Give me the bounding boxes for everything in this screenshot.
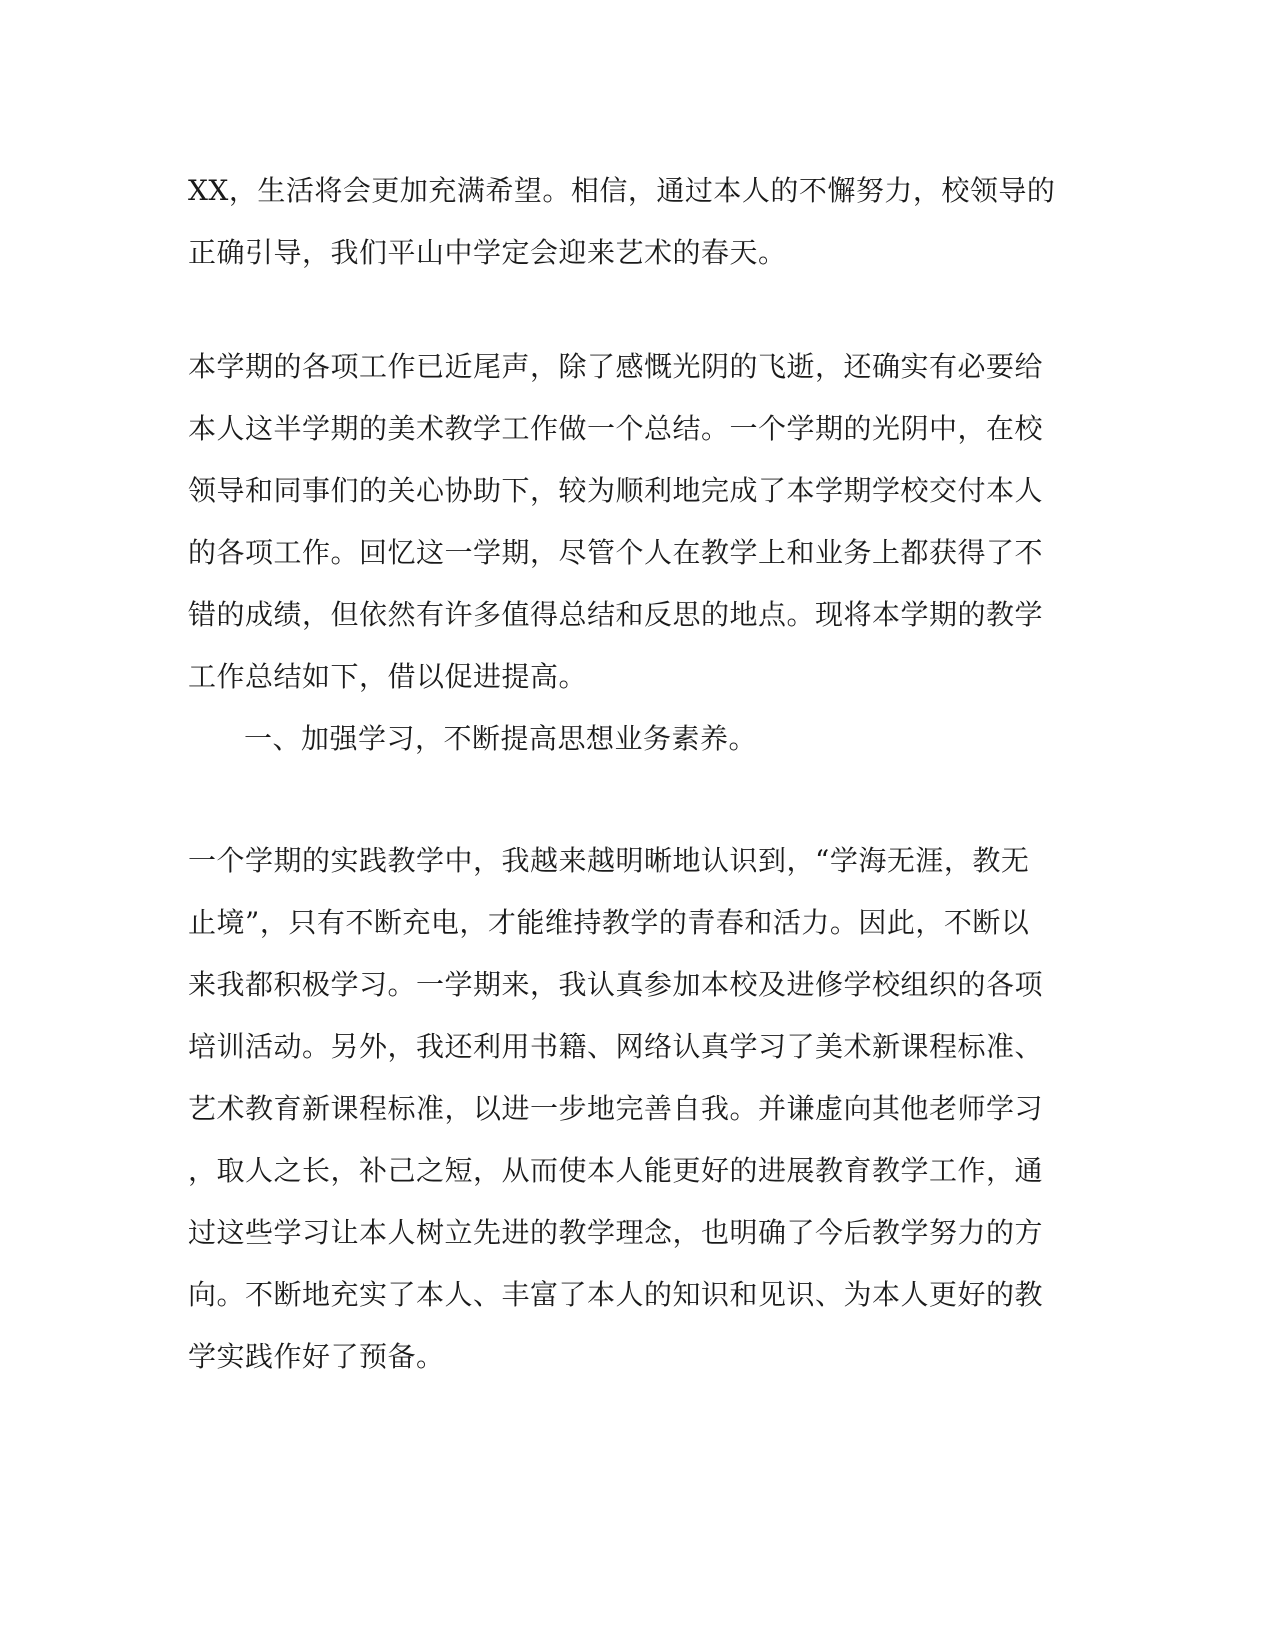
paragraph-line: ，取人之长，补己之短，从而使本人能更好的进展教育教学工作，通: [188, 1154, 1044, 1187]
paragraph-line: 止境”，只有不断充电，才能维持教学的青春和活力。因此，不断以: [188, 906, 1030, 939]
paragraph-line: 正确引导，我们平山中学定会迎来艺术的春天。: [188, 236, 787, 269]
paragraph-intro: [188, 336, 1048, 708]
paragraph-closing-previous: [188, 160, 1056, 284]
paragraph-line: 一个学期的实践教学中，我越来越明晰地认识到，“学海无涯，教无: [188, 844, 1030, 877]
paragraph-line: XX，生活将会更加充满希望。相信，通过本人的不懈努力，校领导的: [188, 174, 1056, 207]
paragraph-line: 向。不断地充实了本人、丰富了本人的知识和见识、为本人更好的教: [188, 1278, 1044, 1311]
section-heading: [188, 708, 1048, 770]
paragraph-line: 领导和同事们的关心协助下，较为顺利地完成了本学期学校交付本人: [188, 474, 1044, 507]
section-heading-text: 一、加强学习，不断提高思想业务素养。: [244, 722, 758, 755]
paragraph-line: 学实践作好了预备。: [188, 1340, 445, 1373]
paragraph-line: 错的成绩，但依然有许多值得总结和反思的地点。现将本学期的教学: [188, 598, 1044, 631]
paragraph-line: 培训活动。另外，我还利用书籍、网络认真学习了美术新课程标准、: [188, 1030, 1044, 1063]
paragraph-line: 的各项工作。回忆这一学期，尽管个人在教学上和业务上都获得了不: [188, 536, 1044, 569]
paragraph-line: 艺术教育新课程标准，以进一步地完善自我。并谦虚向其他老师学习: [188, 1092, 1044, 1125]
paragraph-study: [188, 830, 1048, 1388]
paragraph-line: 本人这半学期的美术教学工作做一个总结。一个学期的光阴中，在校: [188, 412, 1044, 445]
paragraph-line: 工作总结如下，借以促进提高。: [188, 660, 588, 693]
paragraph-line: 过这些学习让本人树立先进的教学理念，也明确了今后教学努力的方: [188, 1216, 1044, 1249]
paragraph-line: 来我都积极学习。一学期来，我认真参加本校及进修学校组织的各项: [188, 968, 1044, 1001]
paragraph-line: 本学期的各项工作已近尾声，除了感慨光阴的飞逝，还确实有必要给: [188, 350, 1044, 383]
